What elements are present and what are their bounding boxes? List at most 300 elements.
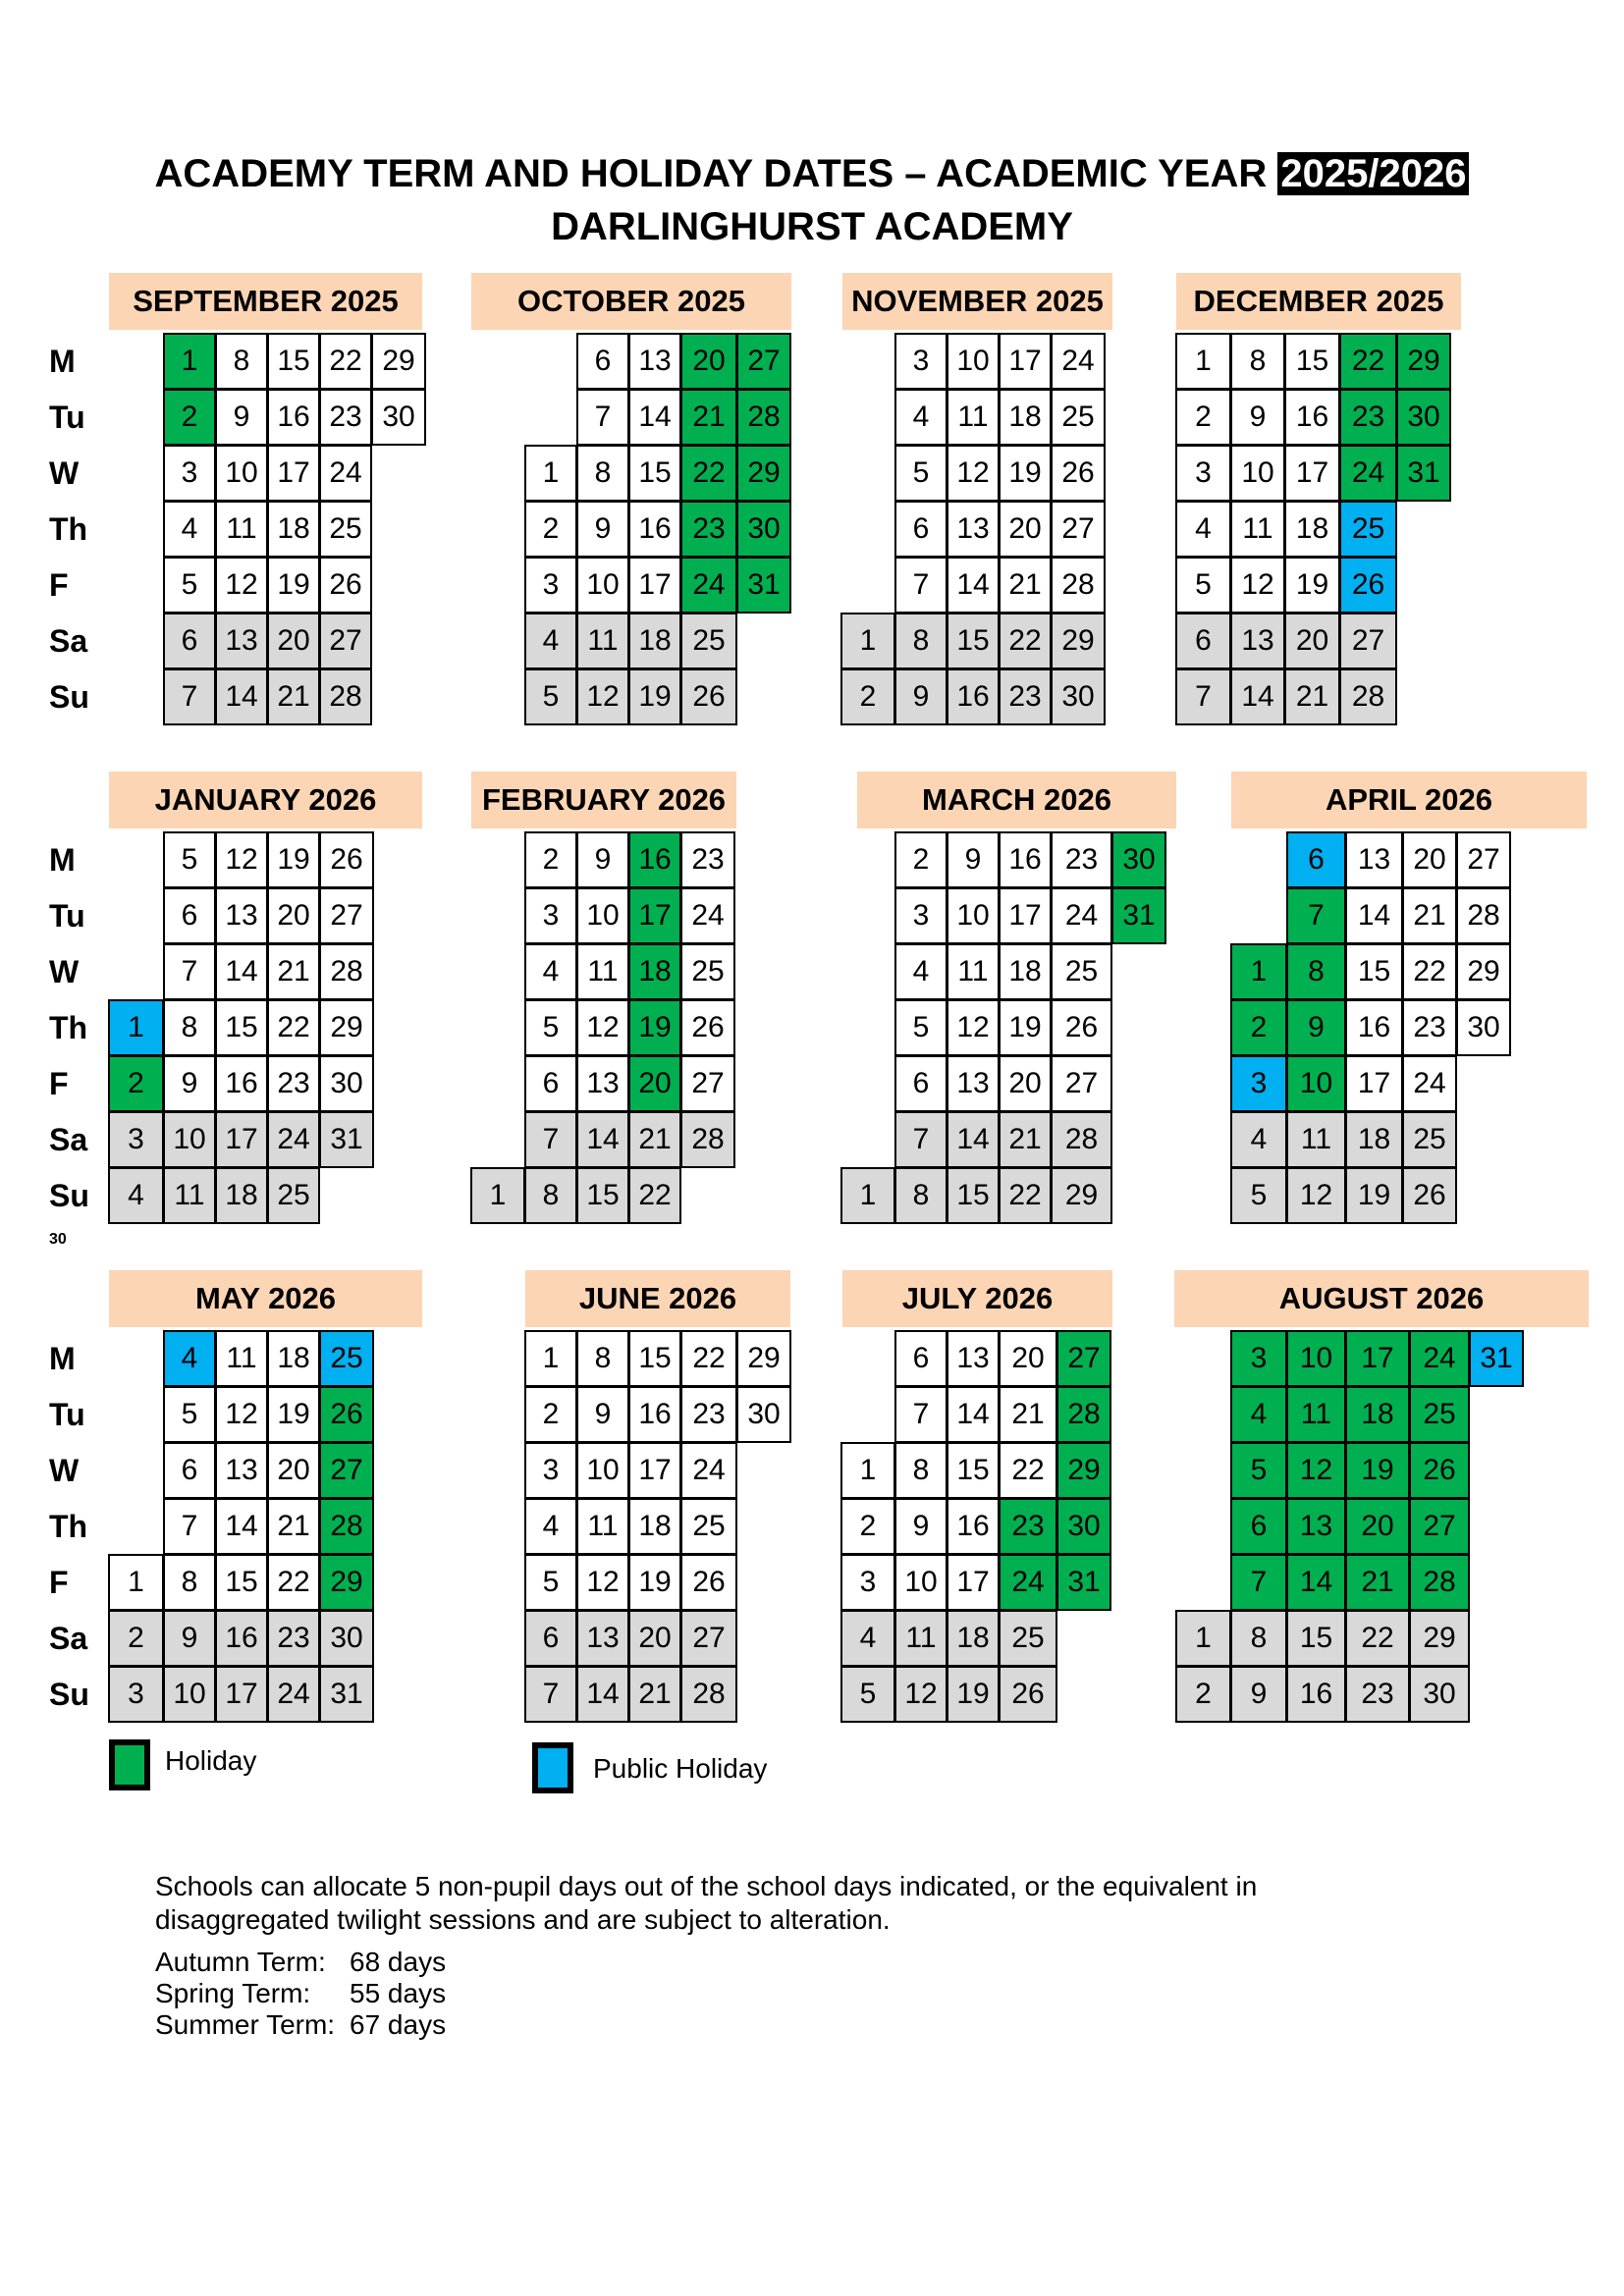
date-cell: 6: [1230, 1498, 1287, 1555]
date-cell: 16: [947, 668, 1000, 725]
date-cell: 2: [1175, 389, 1231, 446]
date-cell: 29: [1051, 613, 1106, 669]
date-cell: 24: [680, 557, 737, 614]
date-cell: 18: [628, 943, 681, 1000]
date-cell: 13: [628, 333, 681, 390]
date-cell: 28: [736, 389, 791, 446]
date-cell: 8: [1230, 1610, 1287, 1667]
date-cell: 20: [267, 613, 320, 669]
date-cell: 24: [267, 1111, 320, 1168]
date-cell: 15: [1286, 1610, 1346, 1667]
date-cell: 11: [1230, 501, 1285, 558]
date-cell: 23: [999, 668, 1052, 725]
date-cell: 9: [163, 1610, 216, 1667]
date-cell: 28: [680, 1666, 737, 1723]
date-cell: 6: [576, 333, 629, 390]
date-cell: 31: [736, 557, 791, 614]
date-cell: 12: [576, 668, 629, 725]
date-cell: 14: [1230, 668, 1285, 725]
date-cell: 21: [680, 389, 737, 446]
month-header: FEBRUARY 2026: [471, 772, 736, 828]
day-label: Th: [49, 1508, 88, 1544]
date-cell: 18: [267, 501, 320, 558]
month-header: SEPTEMBER 2025: [109, 273, 422, 330]
date-cell: 29: [736, 1330, 791, 1387]
date-cell: 10: [576, 887, 629, 944]
date-cell: 23: [267, 1055, 320, 1112]
date-cell: 27: [1456, 831, 1511, 888]
date-cell: 5: [163, 831, 216, 888]
date-cell: 2: [108, 1055, 164, 1112]
date-cell: 12: [894, 1666, 947, 1723]
date-cell: 10: [947, 887, 1000, 944]
date-cell: 21: [999, 1386, 1057, 1443]
date-cell: 12: [576, 999, 629, 1056]
date-cell: 30: [736, 1386, 791, 1443]
date-cell: 15: [947, 613, 1000, 669]
title-year-highlight: 2025/2026: [1277, 152, 1469, 195]
date-cell: 7: [163, 943, 216, 1000]
day-label: Sa: [49, 1620, 88, 1656]
date-cell: 19: [628, 1554, 681, 1611]
date-cell: 4: [1175, 501, 1231, 558]
date-cell: 23: [1402, 999, 1457, 1056]
date-cell: 25: [999, 1610, 1057, 1667]
date-cell: 15: [215, 999, 268, 1056]
date-cell: 12: [1230, 557, 1285, 614]
date-cell: 14: [215, 1498, 268, 1555]
date-cell: 12: [947, 445, 1000, 502]
date-cell: 10: [947, 333, 1000, 390]
date-cell: 20: [628, 1055, 681, 1112]
date-cell: 6: [1175, 613, 1231, 669]
date-cell: 2: [524, 1386, 577, 1443]
date-cell: 29: [1056, 1442, 1111, 1499]
date-cell: 18: [628, 1498, 681, 1555]
date-cell: 9: [215, 389, 268, 446]
date-cell: 7: [576, 389, 629, 446]
date-cell: 14: [215, 943, 268, 1000]
date-cell: 28: [680, 1111, 735, 1168]
day-label: Su: [49, 1177, 89, 1213]
date-cell: 11: [576, 1498, 629, 1555]
date-cell: 20: [1402, 831, 1457, 888]
date-cell: 2: [524, 501, 577, 558]
date-cell: 6: [163, 1442, 216, 1499]
date-cell: 6: [163, 887, 216, 944]
date-cell: 4: [894, 943, 947, 1000]
day-label: F: [49, 1564, 69, 1600]
date-cell: 31: [1469, 1330, 1524, 1387]
date-cell: 24: [680, 887, 735, 944]
date-cell: 19: [1345, 1442, 1410, 1499]
date-cell: 21: [999, 1111, 1052, 1168]
day-label: F: [49, 566, 69, 603]
date-cell: 7: [894, 557, 947, 614]
date-cell: 19: [628, 999, 681, 1056]
date-cell: 11: [1286, 1386, 1346, 1443]
date-cell: 27: [1409, 1498, 1470, 1555]
date-cell: 24: [1409, 1330, 1470, 1387]
date-cell: 11: [947, 389, 1000, 446]
date-cell: 23: [1051, 831, 1112, 888]
term-label: Summer Term:: [155, 2009, 336, 2040]
date-cell: 13: [215, 1442, 268, 1499]
date-cell: 9: [1230, 1666, 1287, 1723]
date-cell: 27: [1051, 501, 1106, 558]
date-cell: 29: [1396, 333, 1451, 390]
date-cell: 11: [894, 1610, 947, 1667]
date-cell: 30: [1051, 668, 1106, 725]
date-cell: 12: [947, 999, 1000, 1056]
date-cell: 5: [524, 999, 577, 1056]
date-cell: 22: [999, 1442, 1057, 1499]
date-cell: 23: [680, 1386, 737, 1443]
date-cell: 21: [1284, 668, 1340, 725]
date-cell: 30: [1111, 831, 1166, 888]
date-cell: 24: [999, 1554, 1057, 1611]
date-cell: 15: [215, 1554, 268, 1611]
date-cell: 13: [215, 613, 268, 669]
date-cell: 7: [894, 1111, 947, 1168]
date-cell: 26: [1409, 1442, 1470, 1499]
date-cell: 18: [1345, 1111, 1403, 1168]
date-cell: 8: [576, 1330, 629, 1387]
date-cell: 4: [840, 1610, 895, 1667]
date-cell: 12: [215, 1386, 268, 1443]
date-cell: 23: [267, 1610, 320, 1667]
date-cell: 20: [999, 501, 1052, 558]
date-cell: 21: [999, 557, 1052, 614]
date-cell: 13: [1345, 831, 1403, 888]
date-cell: 3: [108, 1666, 164, 1723]
date-cell: 6: [163, 613, 216, 669]
date-cell: 29: [371, 333, 426, 390]
date-cell: 12: [215, 557, 268, 614]
date-cell: 3: [524, 557, 577, 614]
date-cell: 27: [680, 1055, 735, 1112]
date-cell: 13: [576, 1055, 629, 1112]
date-cell: 1: [108, 999, 164, 1056]
public-holiday-legend-swatch: [532, 1742, 573, 1793]
date-cell: 8: [163, 1554, 216, 1611]
page-title: [0, 147, 1624, 253]
month-header: DECEMBER 2025: [1176, 273, 1461, 330]
month-header: APRIL 2026: [1231, 772, 1587, 828]
date-cell: 17: [947, 1554, 1000, 1611]
date-cell: 3: [840, 1554, 895, 1611]
date-cell: 6: [524, 1610, 577, 1667]
date-cell: 18: [215, 1167, 268, 1224]
day-label: Tu: [49, 1396, 85, 1432]
date-cell: 19: [999, 999, 1052, 1056]
date-cell: 25: [1051, 389, 1106, 446]
date-cell: 30: [736, 501, 791, 558]
date-cell: 28: [319, 668, 372, 725]
date-cell: 7: [163, 668, 216, 725]
month-header: MARCH 2026: [857, 772, 1176, 828]
date-cell: 17: [628, 1442, 681, 1499]
date-cell: 8: [215, 333, 268, 390]
date-cell: 8: [576, 445, 629, 502]
date-cell: 20: [267, 887, 320, 944]
date-cell: 14: [1345, 887, 1403, 944]
date-cell: 7: [894, 1386, 947, 1443]
date-cell: 26: [680, 999, 735, 1056]
date-cell: 19: [999, 445, 1052, 502]
date-cell: 20: [680, 333, 737, 390]
date-cell: 19: [267, 1386, 320, 1443]
date-cell: 3: [524, 1442, 577, 1499]
date-cell: 5: [524, 668, 577, 725]
date-cell: 3: [894, 887, 947, 944]
date-cell: 3: [524, 887, 577, 944]
day-label: Th: [49, 510, 88, 547]
date-cell: 11: [215, 1330, 268, 1387]
month-header: OCTOBER 2025: [471, 273, 791, 330]
date-cell: 12: [1286, 1442, 1346, 1499]
date-cell: 16: [215, 1610, 268, 1667]
date-cell: 26: [680, 1554, 737, 1611]
date-cell: 17: [215, 1666, 268, 1723]
date-cell: 26: [319, 1386, 374, 1443]
month-header: JULY 2026: [842, 1270, 1112, 1327]
date-cell: 14: [1286, 1554, 1346, 1611]
date-cell: 22: [267, 1554, 320, 1611]
title-line2: DARLINGHURST ACADEMY: [551, 205, 1073, 248]
date-cell: 26: [680, 668, 737, 725]
term-value: 68 days: [350, 1947, 447, 1977]
date-cell: 17: [215, 1111, 268, 1168]
date-cell: 29: [1456, 943, 1511, 1000]
date-cell: 22: [267, 999, 320, 1056]
date-cell: 5: [1230, 1442, 1287, 1499]
date-cell: 30: [1396, 389, 1451, 446]
date-cell: 3: [1175, 445, 1231, 502]
date-cell: 18: [947, 1610, 1000, 1667]
date-cell: 9: [894, 1498, 947, 1555]
date-cell: 31: [319, 1111, 374, 1168]
date-cell: 15: [628, 445, 681, 502]
date-cell: 17: [1345, 1055, 1403, 1112]
day-label: M: [49, 1340, 76, 1376]
date-cell: 24: [1051, 887, 1112, 944]
term-summer: [155, 2009, 447, 2041]
date-cell: 25: [267, 1167, 320, 1224]
date-cell: 16: [1345, 999, 1403, 1056]
date-cell: 21: [628, 1666, 681, 1723]
date-cell: 12: [576, 1554, 629, 1611]
day-label: W: [49, 454, 80, 491]
date-cell: 18: [999, 389, 1052, 446]
date-cell: 11: [215, 501, 268, 558]
date-cell: 5: [894, 999, 947, 1056]
date-cell: 19: [267, 831, 320, 888]
holiday-legend-swatch: [109, 1739, 150, 1790]
date-cell: 23: [1345, 1666, 1410, 1723]
date-cell: 1: [840, 1167, 895, 1224]
date-cell: 17: [1345, 1330, 1410, 1387]
date-cell: 16: [628, 501, 681, 558]
date-cell: 12: [215, 831, 268, 888]
date-cell: 2: [1175, 1666, 1231, 1723]
date-cell: 21: [1402, 887, 1457, 944]
date-cell: 2: [894, 831, 947, 888]
date-cell: 7: [1175, 668, 1231, 725]
date-cell: 5: [1230, 1167, 1287, 1224]
date-cell: 18: [1345, 1386, 1410, 1443]
date-cell: 31: [1396, 445, 1451, 502]
date-cell: 16: [215, 1055, 268, 1112]
date-cell: 12: [1286, 1167, 1346, 1224]
date-cell: 26: [1051, 999, 1112, 1056]
date-cell: 26: [319, 557, 372, 614]
date-cell: 10: [1286, 1330, 1346, 1387]
date-cell: 9: [1230, 389, 1285, 446]
date-cell: 3: [163, 445, 216, 502]
date-cell: 20: [999, 1055, 1052, 1112]
date-cell: 2: [163, 389, 216, 446]
date-cell: 9: [576, 501, 629, 558]
date-cell: 27: [680, 1610, 737, 1667]
date-cell: 17: [999, 887, 1052, 944]
day-label: W: [49, 953, 80, 989]
date-cell: 30: [319, 1055, 374, 1112]
date-cell: 22: [680, 445, 737, 502]
date-cell: 28: [1056, 1386, 1111, 1443]
date-cell: 23: [319, 389, 372, 446]
holiday-legend-label: Holiday: [165, 1745, 257, 1776]
date-cell: 21: [267, 943, 320, 1000]
date-cell: 5: [840, 1666, 895, 1723]
date-cell: 28: [1456, 887, 1511, 944]
day-label: M: [49, 841, 76, 878]
date-cell: 10: [576, 1442, 629, 1499]
day-label: Tu: [49, 399, 85, 435]
date-cell: 2: [108, 1610, 164, 1667]
date-cell: 5: [163, 1386, 216, 1443]
date-cell: 9: [894, 668, 947, 725]
date-cell: 7: [1230, 1554, 1287, 1611]
date-cell: 29: [319, 999, 374, 1056]
date-cell: 9: [163, 1055, 216, 1112]
date-cell: 1: [1230, 943, 1287, 1000]
date-cell: 1: [163, 333, 216, 390]
date-cell: 31: [1056, 1554, 1111, 1611]
date-cell: 13: [947, 1055, 1000, 1112]
term-label: Spring Term:: [155, 1978, 311, 2008]
date-cell: 9: [576, 1386, 629, 1443]
title-line1: ACADEMY TERM AND HOLIDAY DATES – ACADEMIC YEAR: [154, 152, 1278, 195]
date-cell: 14: [947, 1386, 1000, 1443]
date-cell: 15: [1345, 943, 1403, 1000]
date-cell: 8: [1286, 943, 1346, 1000]
day-label: Su: [49, 678, 89, 715]
date-cell: 8: [894, 613, 947, 669]
date-cell: 22: [1339, 333, 1397, 390]
date-cell: 14: [576, 1666, 629, 1723]
date-cell: 7: [1286, 887, 1346, 944]
date-cell: 25: [1051, 943, 1112, 1000]
date-cell: 24: [267, 1666, 320, 1723]
date-cell: 6: [894, 1055, 947, 1112]
date-cell: 16: [1284, 389, 1340, 446]
month-header: JUNE 2026: [525, 1270, 790, 1327]
date-cell: 18: [1284, 501, 1340, 558]
day-label: Th: [49, 1009, 88, 1045]
date-cell: 18: [999, 943, 1052, 1000]
date-cell: 3: [1230, 1055, 1287, 1112]
date-cell: 16: [628, 1386, 681, 1443]
date-cell: 21: [267, 1498, 320, 1555]
date-cell: 4: [1230, 1386, 1287, 1443]
date-cell: 20: [1345, 1498, 1410, 1555]
date-cell: 15: [628, 1330, 681, 1387]
term-spring: [155, 1978, 447, 2009]
date-cell: 31: [1111, 887, 1166, 944]
date-cell: 16: [999, 831, 1052, 888]
date-cell: 9: [576, 831, 629, 888]
date-cell: 28: [319, 943, 374, 1000]
date-cell: 20: [999, 1330, 1057, 1387]
date-cell: 8: [894, 1167, 947, 1224]
date-cell: 1: [1175, 333, 1231, 390]
date-cell: 22: [1345, 1610, 1410, 1667]
date-cell: 6: [894, 1330, 947, 1387]
date-cell: 5: [894, 445, 947, 502]
date-cell: 13: [947, 501, 1000, 558]
date-cell: 10: [215, 445, 268, 502]
date-cell: 25: [319, 1330, 374, 1387]
date-cell: 25: [1402, 1111, 1457, 1168]
date-cell: 17: [1284, 445, 1340, 502]
day-label: Sa: [49, 1121, 88, 1157]
date-cell: 7: [524, 1111, 577, 1168]
date-cell: 1: [108, 1554, 164, 1611]
date-cell: 10: [894, 1554, 947, 1611]
date-cell: 16: [267, 389, 320, 446]
date-cell: 14: [576, 1111, 629, 1168]
date-cell: 29: [736, 445, 791, 502]
date-cell: 7: [524, 1666, 577, 1723]
date-cell: 19: [1284, 557, 1340, 614]
date-cell: 28: [1051, 557, 1106, 614]
date-cell: 26: [999, 1666, 1057, 1723]
day-label: Sa: [49, 622, 88, 659]
date-cell: 2: [1230, 999, 1287, 1056]
date-cell: 15: [267, 333, 320, 390]
date-cell: 11: [163, 1167, 216, 1224]
date-cell: 27: [1051, 1055, 1112, 1112]
date-cell: 24: [1339, 445, 1397, 502]
date-cell: 18: [267, 1330, 320, 1387]
date-cell: 14: [215, 668, 268, 725]
date-cell: 10: [163, 1666, 216, 1723]
date-cell: 6: [524, 1055, 577, 1112]
date-cell: 22: [999, 613, 1052, 669]
date-cell: 15: [1284, 333, 1340, 390]
date-cell: 22: [680, 1330, 737, 1387]
date-cell: 2: [840, 1498, 895, 1555]
note-text: Schools can allocate 5 non-pupil days out of the school days indicated, or the equivalent in disaggregated twilight sessions and are subject to alteration.: [155, 1871, 1258, 1935]
day-label: W: [49, 1452, 80, 1488]
date-cell: 5: [163, 557, 216, 614]
date-cell: 29: [1409, 1610, 1470, 1667]
date-cell: 8: [1230, 333, 1285, 390]
date-cell: 13: [215, 887, 268, 944]
date-cell: 11: [576, 613, 629, 669]
date-cell: 23: [1339, 389, 1397, 446]
